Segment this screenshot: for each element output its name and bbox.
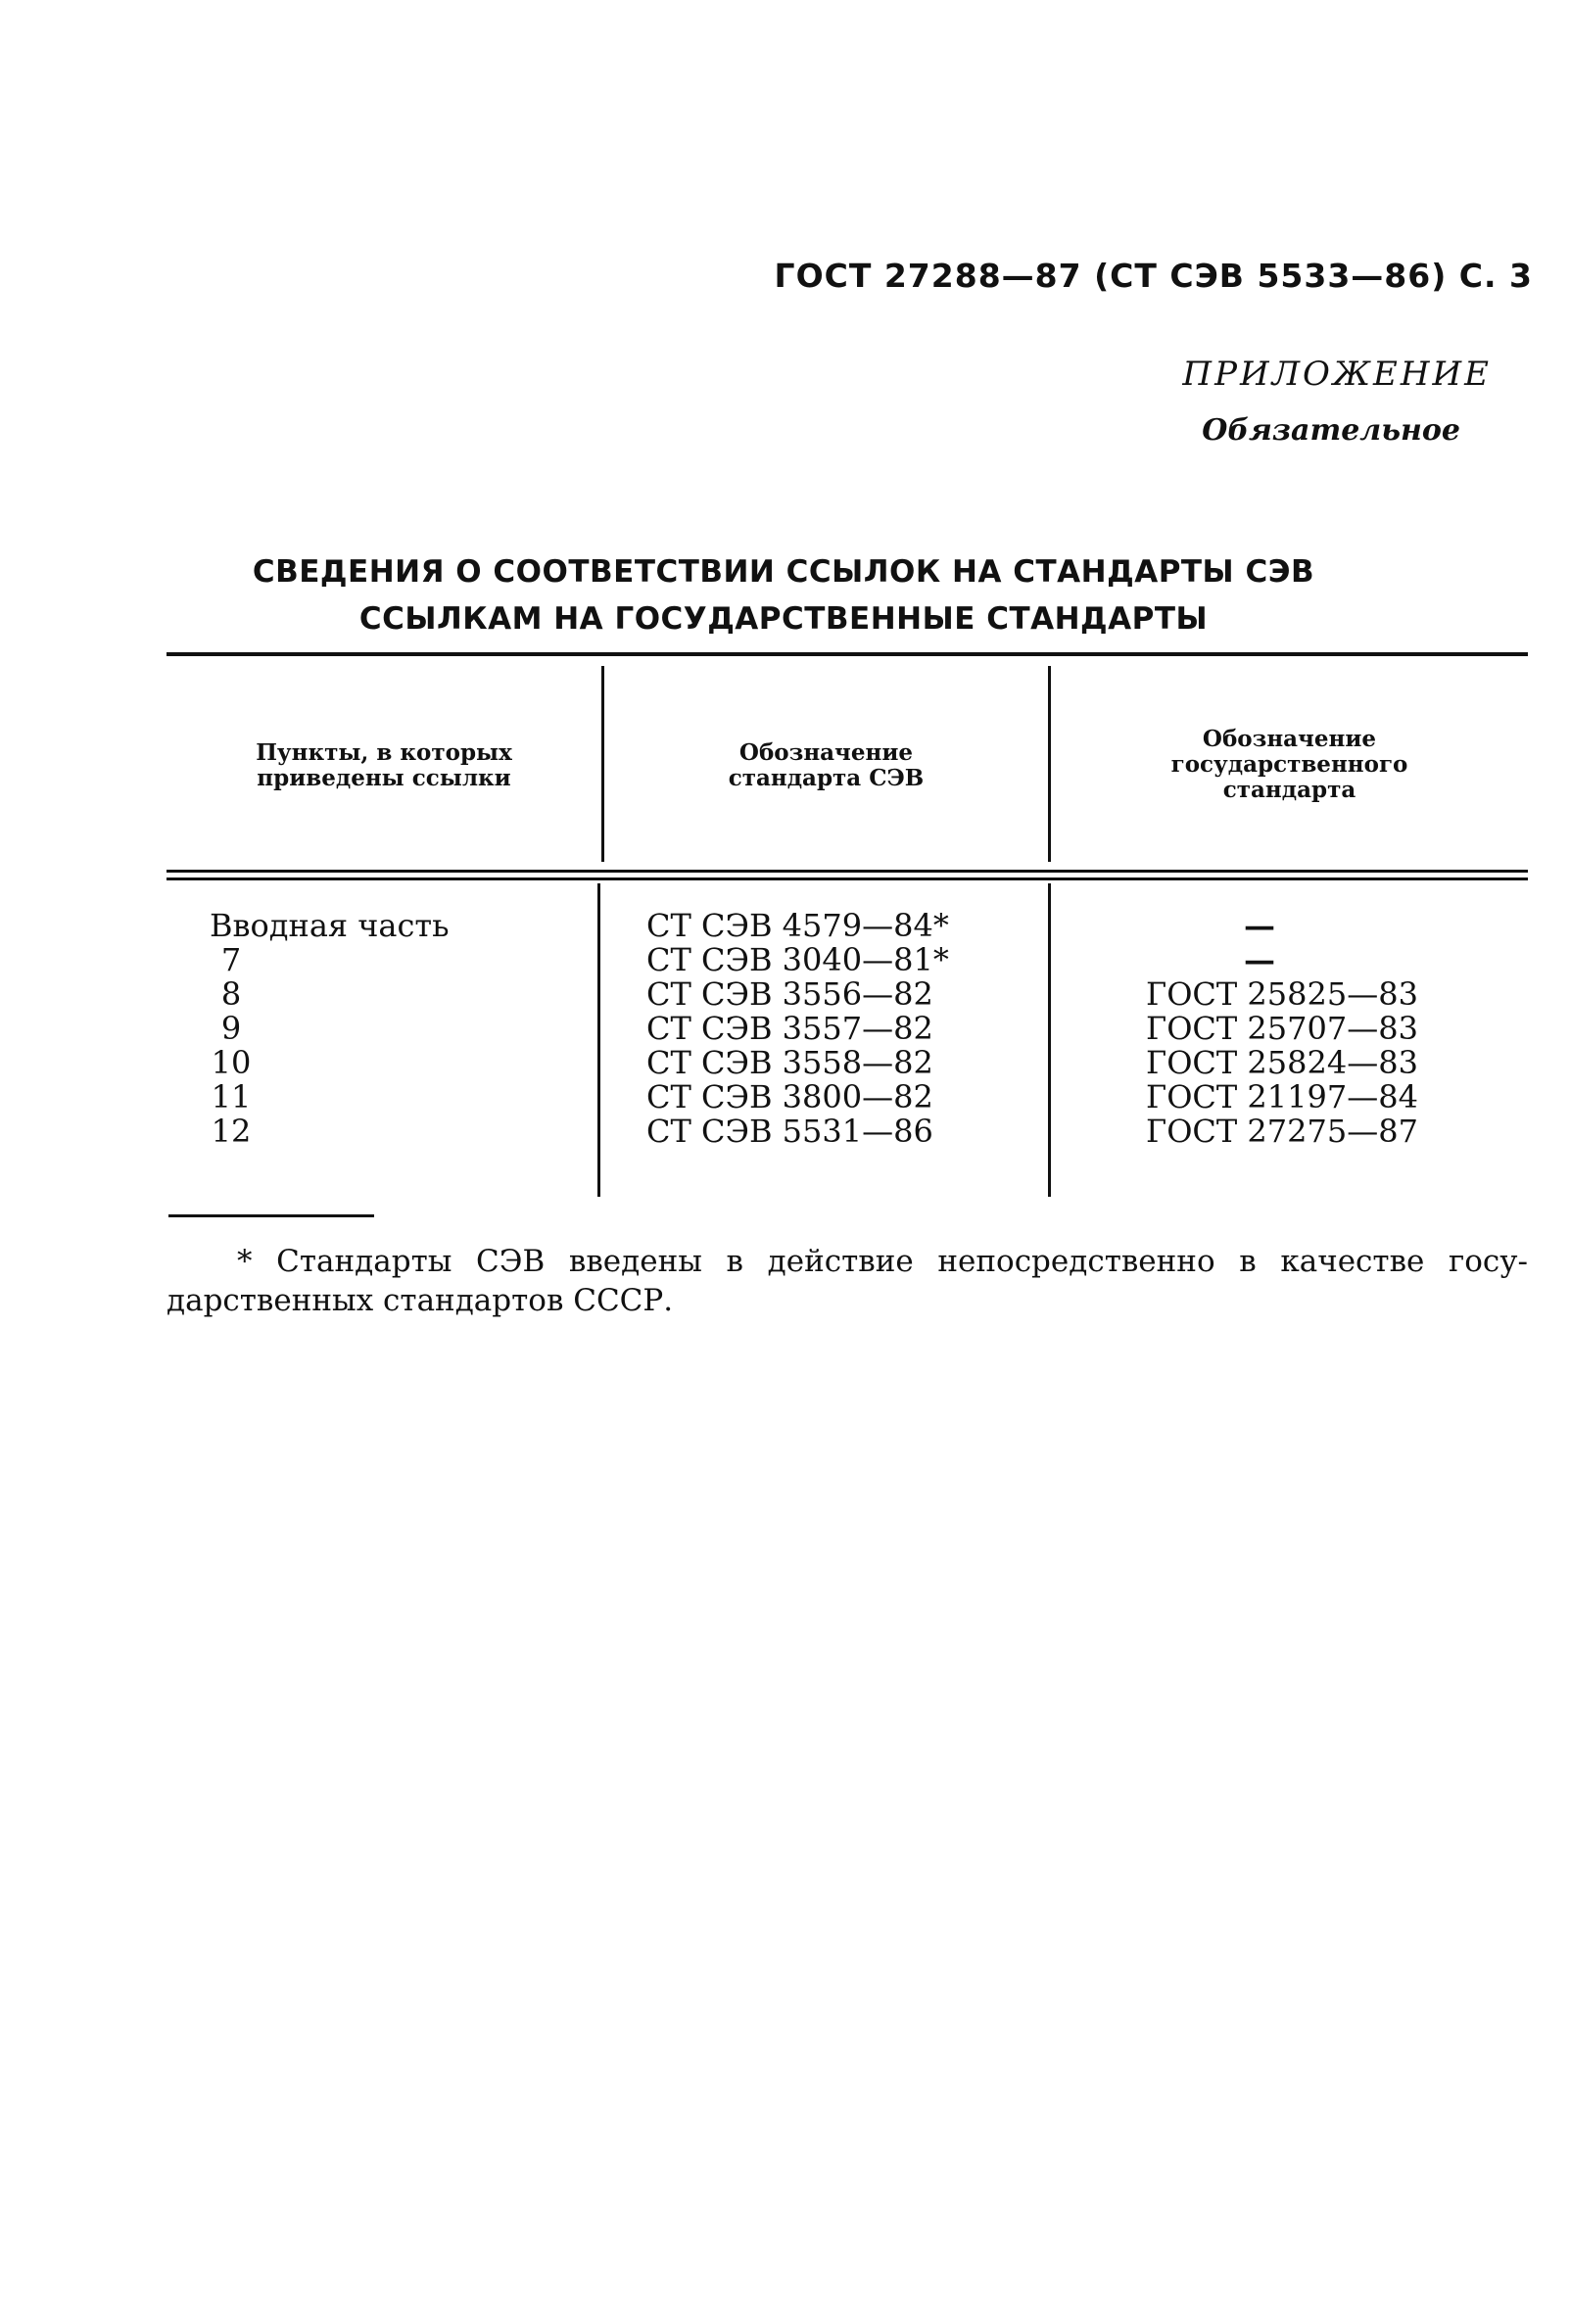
- header-line: стандарта: [1222, 777, 1356, 803]
- header-line: Обозначение: [1202, 726, 1377, 752]
- cmea-standard-cell: СТ СЭВ 3800—82: [646, 1078, 933, 1115]
- clause-cell: 9: [220, 1010, 242, 1047]
- state-standard-cell: —: [1244, 907, 1275, 944]
- document-title-line: СВЕДЕНИЯ О СООТВЕТСТВИИ ССЫЛОК НА СТАНДАРТЫ СЭВ: [252, 554, 1315, 590]
- table-top-rule: [167, 652, 1528, 656]
- appendix-status: Обязательное: [1202, 413, 1460, 448]
- document-title-line: ССЫЛКАМ НА ГОСУДАРСТВЕННЫЕ СТАНДАРТЫ: [358, 601, 1209, 637]
- table-row: [167, 909, 1528, 943]
- cmea-standard-cell: СТ СЭВ 3040—81*: [646, 941, 949, 978]
- footnote-line: * Стандарты СЭВ введены в действие непосредственно в качестве госу-: [237, 1244, 1528, 1279]
- clause-cell: 7: [220, 941, 242, 978]
- table-row: [167, 1046, 1528, 1080]
- table-body: [167, 909, 1528, 1149]
- state-standard-cell: ГОСТ 25824—83: [1146, 1044, 1418, 1081]
- header-cmea-standard: [604, 740, 1048, 791]
- cmea-standard-cell: СТ СЭВ 5531—86: [646, 1113, 933, 1150]
- header-line: государственного: [1170, 751, 1408, 778]
- cmea-standard-cell: СТ СЭВ 3556—82: [646, 975, 933, 1013]
- header-line: приведены ссылки: [257, 765, 511, 791]
- clause-cell: 8: [220, 975, 242, 1013]
- clause-cell: Вводная часть: [210, 907, 450, 944]
- state-standard-cell: ГОСТ 25707—83: [1146, 1010, 1418, 1047]
- state-standard-cell: —: [1244, 941, 1275, 978]
- table-row: [167, 1080, 1528, 1115]
- header-separator-rule: [167, 877, 1528, 880]
- footnote-line: дарственных стандартов СССР.: [167, 1283, 674, 1318]
- table-row: [167, 1115, 1528, 1149]
- state-standard-cell: ГОСТ 21197—84: [1146, 1078, 1418, 1115]
- header-line: Пункты, в которых: [256, 739, 512, 766]
- footnote: [167, 1242, 1528, 1320]
- cmea-standard-cell: СТ СЭВ 3558—82: [646, 1044, 933, 1081]
- page-header: ГОСТ 27288—87 (СТ СЭВ 5533—86) С. 3: [774, 257, 1533, 295]
- clause-cell: 12: [211, 1113, 252, 1150]
- cmea-standard-cell: СТ СЭВ 4579—84*: [646, 907, 949, 944]
- reference-table: [167, 652, 1528, 1201]
- table-row: [167, 977, 1528, 1012]
- header-separator-rule: [167, 870, 1528, 873]
- table-row: [167, 943, 1528, 977]
- header-state-standard: [1051, 727, 1528, 803]
- footnote-rule: [168, 1214, 374, 1217]
- clause-cell: 11: [211, 1078, 252, 1115]
- clause-cell: 10: [211, 1044, 252, 1081]
- document-title: [167, 548, 1401, 642]
- appendix-title: ПРИЛОЖЕНИЕ: [1182, 355, 1492, 394]
- state-standard-cell: ГОСТ 27275—87: [1146, 1113, 1418, 1150]
- header-clauses: [167, 740, 601, 791]
- table-row: [167, 1012, 1528, 1046]
- cmea-standard-cell: СТ СЭВ 3557—82: [646, 1010, 933, 1047]
- header-line: стандарта СЭВ: [728, 765, 925, 791]
- header-line: Обозначение: [738, 739, 914, 766]
- state-standard-cell: ГОСТ 25825—83: [1146, 975, 1418, 1013]
